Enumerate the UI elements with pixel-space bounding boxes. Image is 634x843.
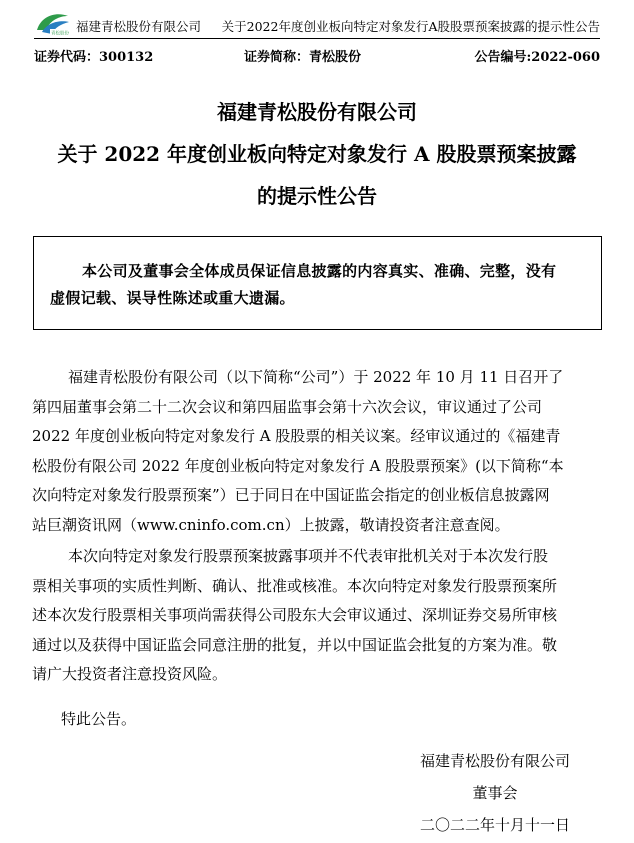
notice-line: 虚假记载、误导性陈述或重大遗漏。 bbox=[50, 289, 295, 307]
title-subject: 关于 2022 年度创业板向特定对象发行 A 股股票预案披露 bbox=[57, 142, 577, 166]
notice-statement bbox=[50, 258, 580, 312]
paragraph-2 bbox=[32, 542, 601, 690]
paragraph-line: 第四届董事会第二十二次会议和第四届监事会第十六次会议，审议通过了公司 bbox=[32, 397, 543, 416]
logo-text: 青松股份 bbox=[51, 31, 69, 36]
paragraph-3 bbox=[61, 705, 601, 735]
paragraph-line: 述本次发行股票相关事项尚需获得公司股东大会审议通过、深圳证券交易所审核 bbox=[32, 606, 558, 624]
paragraph-line: 福建青松股份有限公司（以下简称“公司”）于 2022 年 10 月 11 日召开了 bbox=[68, 368, 564, 386]
paragraph-line: 2022 年度创业板向特定对象发行 A 股股票的相关议案。经审议通过的《福建青 bbox=[32, 427, 561, 445]
title-subject-end: 的提示性公告 bbox=[257, 184, 377, 208]
company-logo bbox=[34, 10, 72, 36]
header-doc-title: 关于2022年度创业板向特定对象发行A股股票预案披露的提示性公告 bbox=[221, 19, 600, 34]
title-company: 福建青松股份有限公司 bbox=[217, 100, 417, 124]
signature-board: 董事会 bbox=[472, 784, 518, 802]
paragraph-line: 通过以及获得中国证监会同意注册的批复，并以中国证监会批复的方案为准。敬 bbox=[32, 635, 558, 654]
paragraph-line: 请广大投资者注意投资风险。 bbox=[32, 665, 228, 683]
security-short-name: 证券简称：青松股份 bbox=[244, 50, 362, 65]
paragraph-line: 票相关事项的实质性判断、确认、批准或核准。本次向特定对象发行股票预案所 bbox=[32, 576, 558, 595]
closing-text: 特此公告。 bbox=[61, 710, 137, 728]
paragraph-line: 本次向特定对象发行股票预案披露事项并不代表审批机关对于本次发行股 bbox=[68, 547, 549, 565]
signature-date: 二〇二二年十月十一日 bbox=[419, 816, 570, 834]
header-company-name: 福建青松股份有限公司 bbox=[76, 19, 202, 34]
header-divider bbox=[34, 38, 600, 39]
meta-row bbox=[34, 50, 600, 66]
paragraph-line: 松股份有限公司 2022 年度创业板向特定对象发行 A 股股票预案》(以下简称“本 bbox=[32, 456, 564, 475]
notice-number: 公告编号:2022-060 bbox=[474, 50, 600, 65]
paragraph-line: 次向特定对象发行股票预案”）已于同日在中国证监会指定的创业板信息披露网 bbox=[32, 486, 550, 504]
security-code: 证券代码：300132 bbox=[34, 50, 154, 65]
paragraph-line: 站巨潮资讯网（www.cninfo.com.cn）上披露，敬请投资者注意查阅。 bbox=[32, 515, 510, 534]
signature-company: 福建青松股份有限公司 bbox=[419, 752, 570, 770]
notice-line: 本公司及董事会全体成员保证信息披露的内容真实、准确、完整，没有 bbox=[82, 262, 557, 280]
page-header bbox=[34, 8, 600, 38]
paragraph-1 bbox=[32, 363, 601, 540]
